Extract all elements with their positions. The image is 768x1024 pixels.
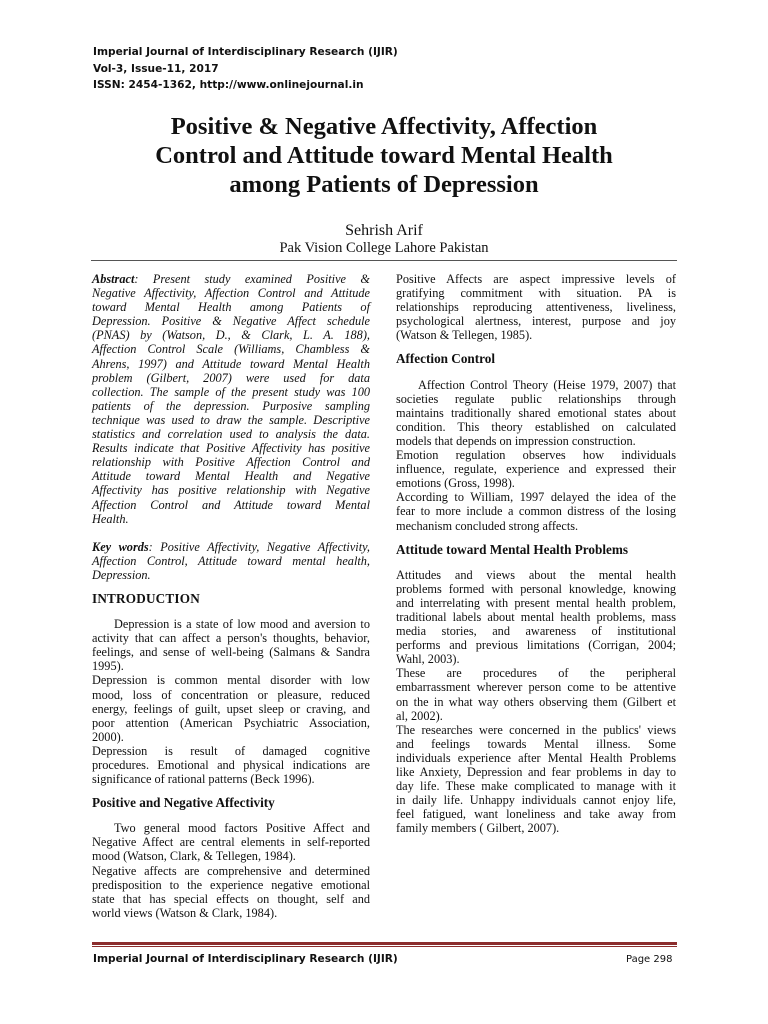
footer-journal-name: Imperial Journal of Interdisciplinary Research (IJIR) xyxy=(93,953,398,965)
right-column xyxy=(396,272,676,835)
attitude-heading: Attitude toward Mental Health Problems xyxy=(396,541,628,557)
title-line: Control and Attitude toward Mental Health xyxy=(155,142,613,169)
footer-divider xyxy=(92,942,677,945)
introduction-heading: INTRODUCTION xyxy=(92,590,200,606)
introduction-body: Depression is a state of low mood and aversion to activity that can affect a person's thoughts, behavior, feelings, and sense of well-being (Salmans & Sandra 1995). Depression is common mental disorder with low mood, loss of concentration or pleasure, reduced energy, feelings of guilt, upset sleep or craving, and poor attention (American Psychiatric Association, 2000). Depression is result of damaged cognitive procedures. Emotional and physical indications are significance of rational patterns (Beck 1996). xyxy=(92,617,370,787)
journal-header xyxy=(93,44,398,94)
footer-divider-thin xyxy=(92,946,677,947)
paper-title xyxy=(60,112,708,199)
journal-volume: Vol-3, Issue-11, 2017 xyxy=(93,62,219,75)
affectivity-body: Two general mood factors Positive Affect and Negative Affect are central elements in self-reported mood (Watson, Clark, & Tellegen, 1984). Negative affects are comprehensive and determined predisposition to the experience negative emotional state that has special effects on thought, self and world views (Watson & Clark, 1984). xyxy=(92,821,370,920)
spacer xyxy=(92,526,370,540)
affectivity-heading: Positive and Negative Affectivity xyxy=(92,795,275,811)
author-affiliation: Pak Vision College Lahore Pakistan xyxy=(279,240,489,256)
positive-affects-paragraph: Positive Affects are aspect impressive levels of gratifying commitment with situation. PA is relationships reproducing attentiveness, liveliness, psychological alertness, interest, purpose and joy (Watson & Tellegen, 1985). xyxy=(396,272,676,343)
abstract-label: Abstract xyxy=(92,272,135,286)
header-divider xyxy=(91,260,677,261)
affection-control-body: Affection Control Theory (Heise 1979, 2007) that societies regulate public relationships through maintains traditionally shared emotional states about condition. This theory established on calculated models that depends on impression construction. Emotion regulation observes how individuals influence, regulate, experience and expressed their emotions (Gross, 1998). According to William, 1997 delayed the idea of the fear to more include a common distress of the losing mechanism concluded strong affects. xyxy=(396,377,676,533)
title-line: among Patients of Depression xyxy=(229,171,539,198)
left-column xyxy=(92,272,370,920)
abstract-body: Negative Affectivity, Affection Control and Attitude toward Mental Health among Patients of Depression. Positive & Negative Affect schedule (PNAS) by (Watson, D., & Clark, L. A. 188), Affection Control Scale (Williams, Chambless & Ahrens, 1997) and Attitude toward Mental Health problem (Gilbert, 2007) were used for data collection. The sample of the present study was 100 patients of the depression. Purposive sampling technique was used to draw the sample. Descriptive statistics and correlation used to analysis the data. Results indicate that Positive Affectivity has positive relationship with Positive Affection Control and Attitude toward Mental Health and Negative Affectivity has positive relationship with Negative Affection Control and Attitude toward Mental Health. xyxy=(92,286,370,526)
title-line: Positive & Negative Affectivity, Affection xyxy=(170,113,598,140)
author-name: Sehrish Arif xyxy=(345,222,423,239)
journal-issn: ISSN: 2454-1362, http://www.onlinejournal.in xyxy=(93,79,364,91)
page-number: Page 298 xyxy=(626,954,673,965)
keywords: Key words: Positive Affectivity, Negative Affectivity, Affection Control, Attitude toward mental health, Depression. xyxy=(92,539,370,582)
abstract-line: Abstract: Present study examined Positive & xyxy=(92,272,370,286)
attitude-body: Attitudes and views about the mental health problems formed with personal knowledge, knowing and interrelating with present mental health problem, traditional labels about mental health problems, mass media stories, and awareness of institutional performs and previous limitations (Corrigan, 2004; Wahl, 2003). These are procedures of the peripheral embarrassment wherever person come to be attentive on the in what way others observing them (Gilbert et al, 2002). The researches were concerned in the publics' views and feelings towards Mental illness. Some individuals experience after Mental Health Problems like Anxiety, Depression and fear problems in day to day life. These make complicated to manage with it in daily life. Unhappy individuals cannot enjoy life, feel fatigued, want loneliness and take away from family members ( Gilbert, 2007). xyxy=(396,567,676,836)
affection-control-heading: Affection Control xyxy=(396,351,496,367)
keywords-label: Key words xyxy=(92,539,149,554)
journal-name: Imperial Journal of Interdisciplinary Research (IJIR) xyxy=(93,46,398,58)
